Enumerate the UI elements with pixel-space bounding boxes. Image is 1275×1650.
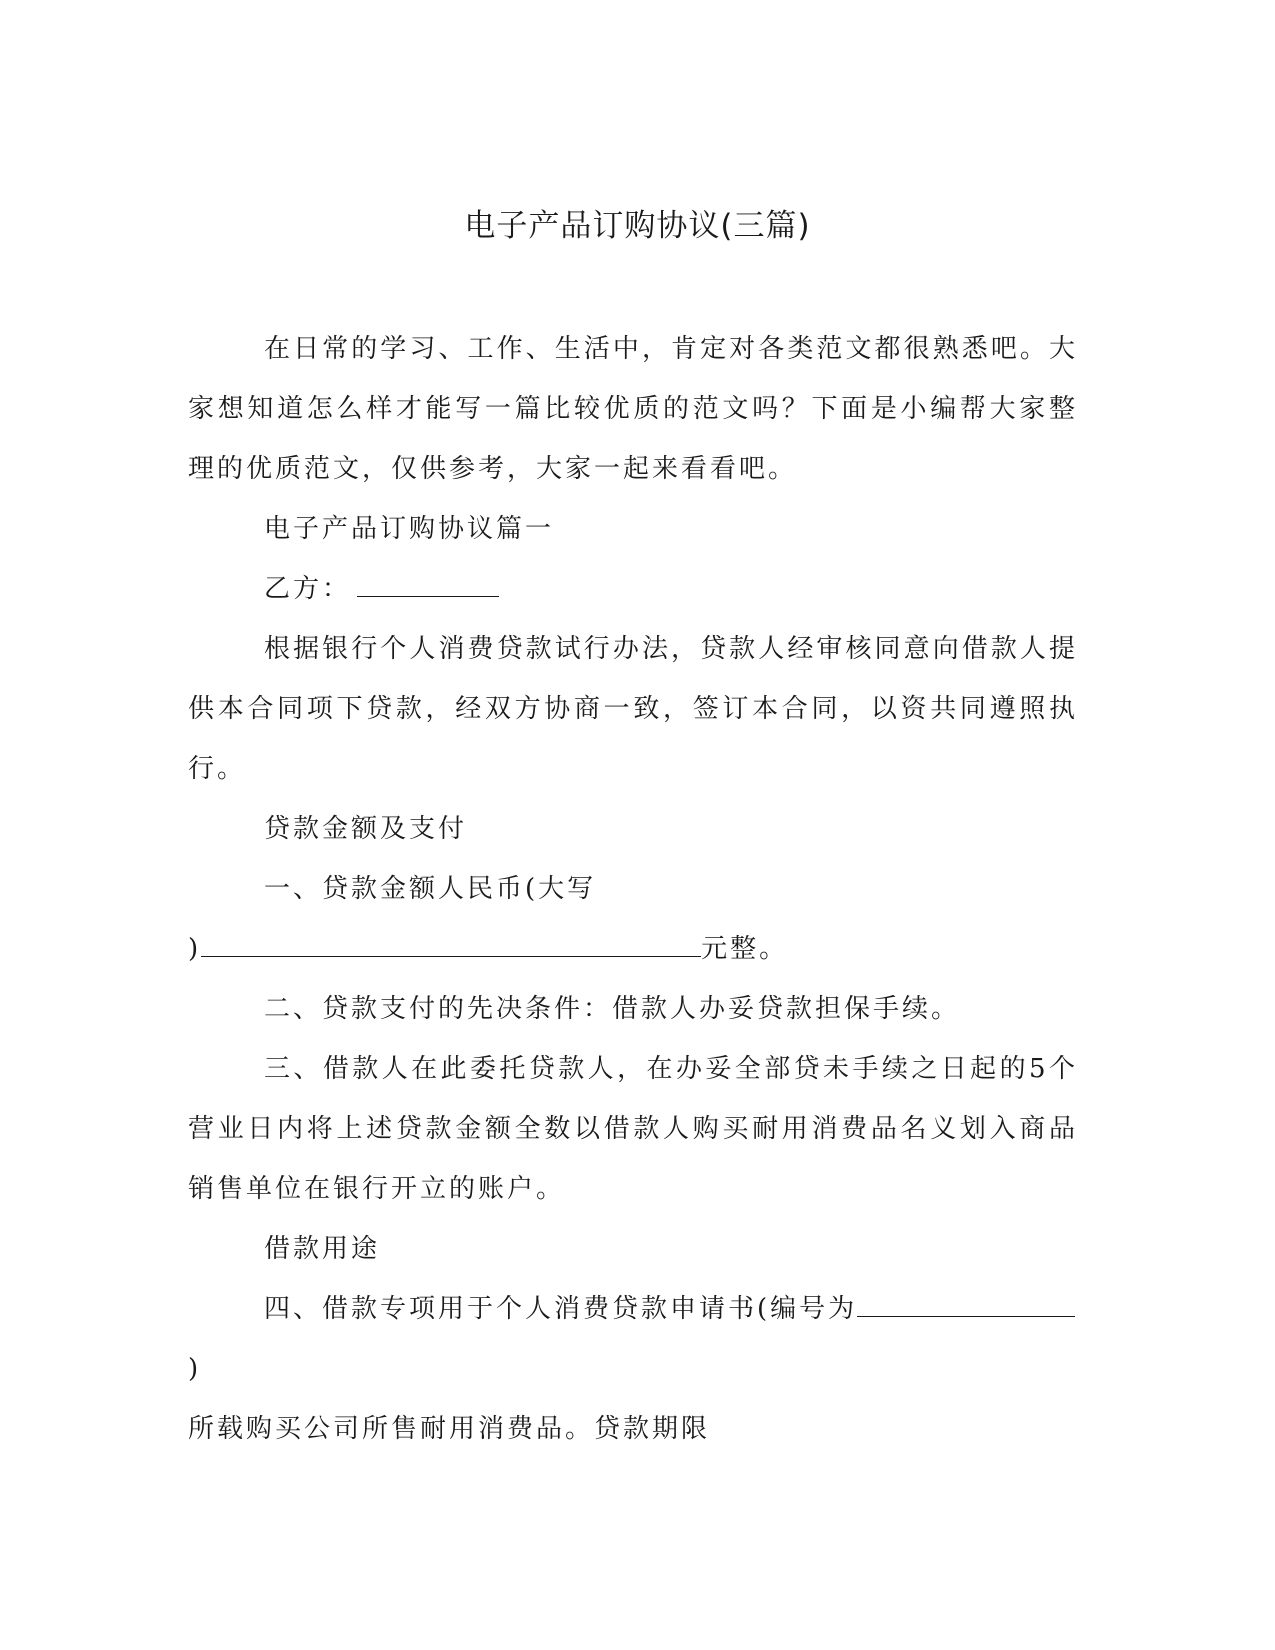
amount-blank (201, 932, 701, 957)
clause-1-start: 一、贷款金额人民币(大写 (264, 874, 597, 904)
clause-4-paren: ) (188, 1354, 202, 1384)
clause-2-paragraph: 二、贷款支付的先决条件：借款人办妥贷款担保手续。 (264, 994, 961, 1024)
loan-use-heading: 借款用途 (264, 1234, 381, 1264)
party-b-blank (357, 572, 499, 597)
clause-1-amount-line (188, 919, 1078, 979)
intro-paragraph: 在日常的学习、工作、生活中，肯定对各类范文都很熟悉吧。大家想知道怎么样才能写一篇比较优质的范文吗？下面是小编帮大家整理的优质范文，仅供参考，大家一起来看看吧。 (188, 334, 1078, 484)
party-b-label: 乙方： (264, 574, 352, 604)
clause-4-start: 四、借款专项用于个人消费贷款申请书(编号为 (264, 1294, 858, 1324)
document-body (188, 319, 1078, 1459)
application-number-blank (857, 1292, 1075, 1317)
clause-4-line (188, 1279, 1078, 1399)
preamble-paragraph: 根据银行个人消费贷款试行办法，贷款人经审核同意向借款人提供本合同项下贷款，经双方协商一致，签订本合同，以资共同遵照执行。 (188, 634, 1078, 784)
clause-1-paren: ) (188, 934, 202, 964)
clause-4-end: 所载购买公司所售耐用消费品。贷款期限 (188, 1414, 711, 1444)
party-b-line (188, 559, 1078, 619)
clause-1-end: 元整。 (701, 934, 789, 964)
loan-amount-heading: 贷款金额及支付 (264, 814, 468, 844)
clause-3-paragraph: 三、借款人在此委托贷款人，在办妥全部贷未手续之日起的5个营业日内将上述贷款金额全数以借款人购买耐用消费品名义划入商品销售单位在银行开立的账户。 (188, 1054, 1078, 1204)
document-title: 电子产品订购协议(三篇) (464, 208, 811, 244)
section-heading: 电子产品订购协议篇一 (264, 514, 555, 544)
